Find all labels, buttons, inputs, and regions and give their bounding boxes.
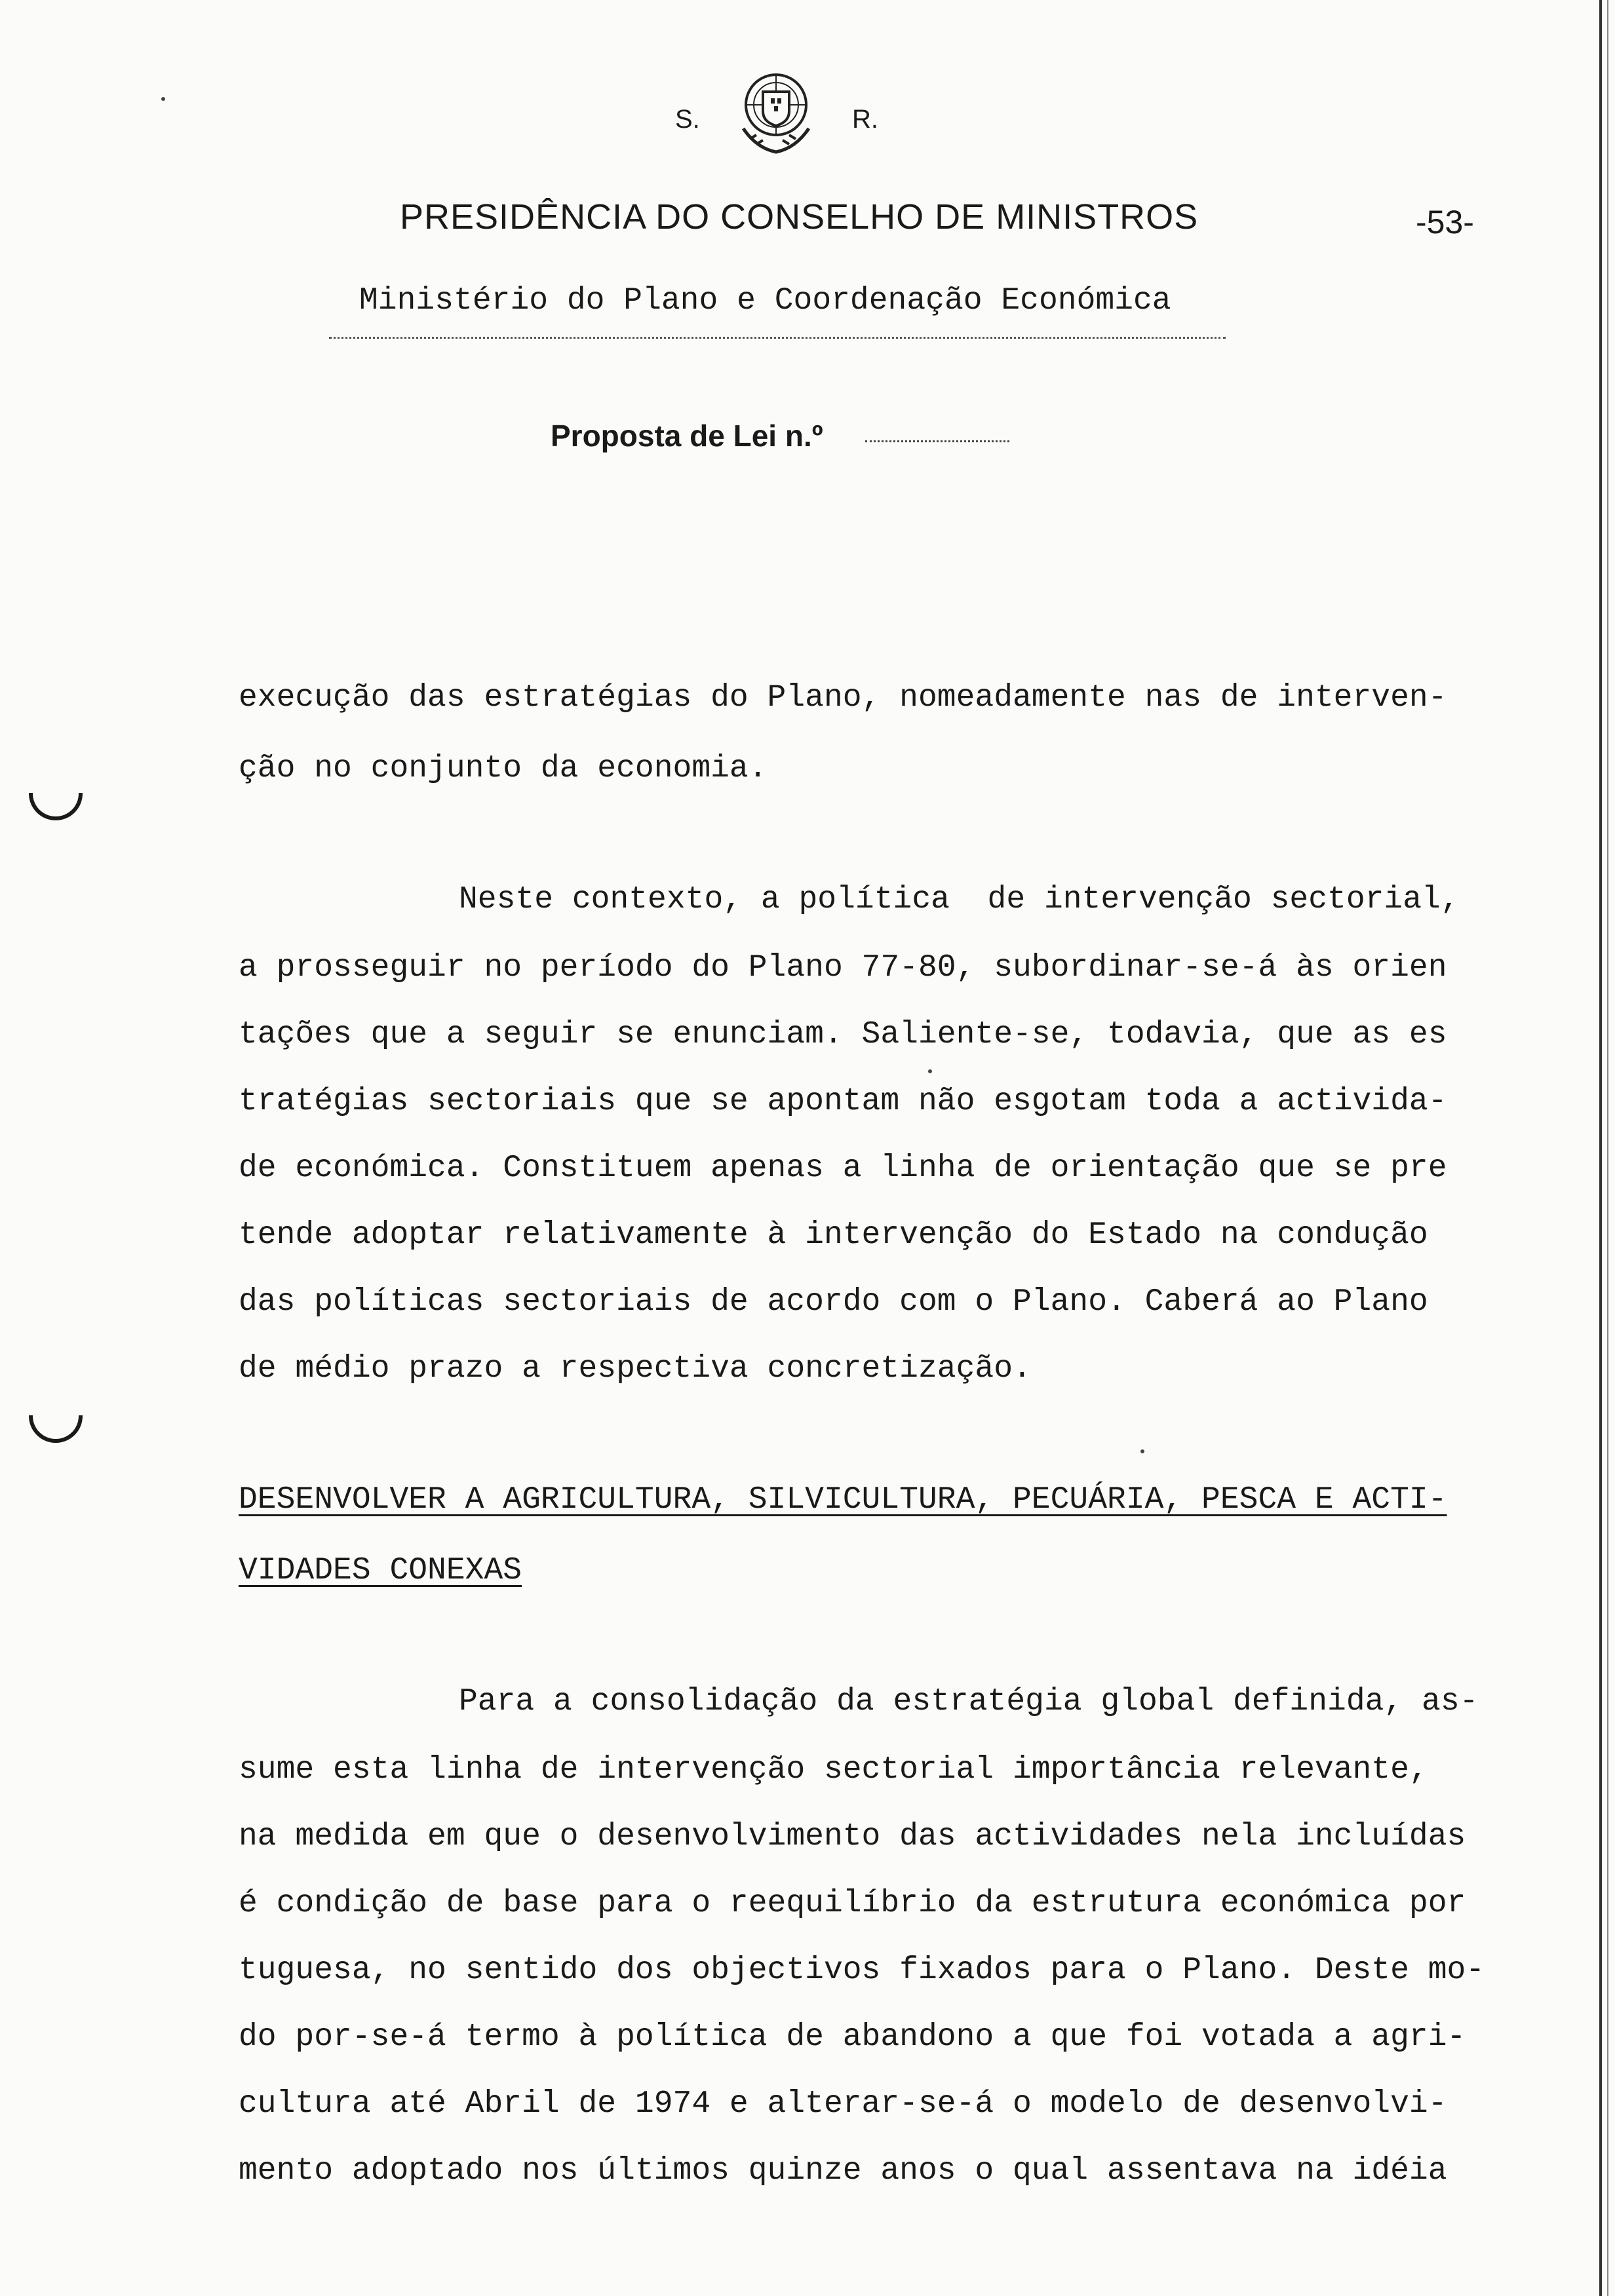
paragraph-line: mento adoptado nos últimos quinze anos o qual assentava na idéia	[239, 2153, 1447, 2189]
paragraph-line: cultura até Abril de 1974 e alterar-se-á o modelo de desenvolvi-	[239, 2086, 1447, 2122]
paragraph-line: de médio prazo a respectiva concretização.	[239, 1351, 1032, 1387]
paragraph-line: a prosseguir no período do Plano 77-80, subordinar-se-á às orien	[239, 950, 1447, 985]
page-edge	[1599, 0, 1602, 2296]
section-heading: VIDADES CONEXAS	[239, 1553, 522, 1588]
ministry-dotted-rule	[329, 337, 1226, 339]
paragraph-line: ção no conjunto da economia.	[239, 751, 768, 786]
coat-of-arms-icon	[724, 66, 828, 164]
presidency-title: PRESIDÊNCIA DO CONSELHO DE MINISTROS	[400, 197, 1199, 237]
proposal-number-blank	[865, 440, 1009, 442]
punch-hole-mark	[29, 793, 83, 820]
paragraph-line: tratégias sectoriais que se apontam não esgotam toda a activida-	[239, 1084, 1447, 1119]
scan-speck	[1140, 1449, 1144, 1453]
paragraph-line: execução das estratégias do Plano, nomeadamente nas de interven-	[239, 680, 1447, 716]
paragraph-line: de económica. Constituem apenas a linha de orientação que se pre	[239, 1151, 1447, 1186]
scan-speck	[928, 1069, 932, 1073]
paragraph-line: do por-se-á termo à política de abandono a que foi votada a agri-	[239, 2019, 1466, 2055]
paragraph-line: Neste contexto, a política de intervenção sectorial,	[459, 882, 1460, 917]
paragraph-line: tações que a seguir se enunciam. Saliente-se, todavia, que as es	[239, 1017, 1447, 1052]
paragraph-line: sume esta linha de intervenção sectorial importância relevante,	[239, 1752, 1428, 1788]
scan-speck	[161, 97, 165, 101]
page-number: -53-	[1416, 204, 1474, 240]
paragraph-line: tende adoptar relativamente à intervenção do Estado na condução	[239, 1217, 1428, 1253]
paragraph-line: tuguesa, no sentido dos objectivos fixados para o Plano. Deste mo-	[239, 1953, 1485, 1988]
page-edge-shadow	[1607, 0, 1608, 2296]
section-heading: DESENVOLVER A AGRICULTURA, SILVICULTURA, PECUÁRIA, PESCA E ACTI-	[239, 1482, 1447, 1518]
paragraph-line: Para a consolidação da estratégia global definida, as-	[459, 1684, 1479, 1719]
proposal-label: Proposta de Lei n.º	[551, 419, 823, 453]
paragraph-line: na medida em que o desenvolvimento das actividades nela incluídas	[239, 1819, 1466, 1854]
punch-hole-mark	[29, 1415, 83, 1443]
ministry-name: Ministério do Plano e Coordenação Económica	[359, 283, 1171, 318]
paragraph-line: das políticas sectoriais de acordo com o Plano. Caberá ao Plano	[239, 1284, 1428, 1320]
initial-right: R.	[852, 105, 878, 134]
initial-left: S.	[675, 105, 700, 134]
paragraph-line: é condição de base para o reequilíbrio da estrutura económica por	[239, 1886, 1466, 1921]
